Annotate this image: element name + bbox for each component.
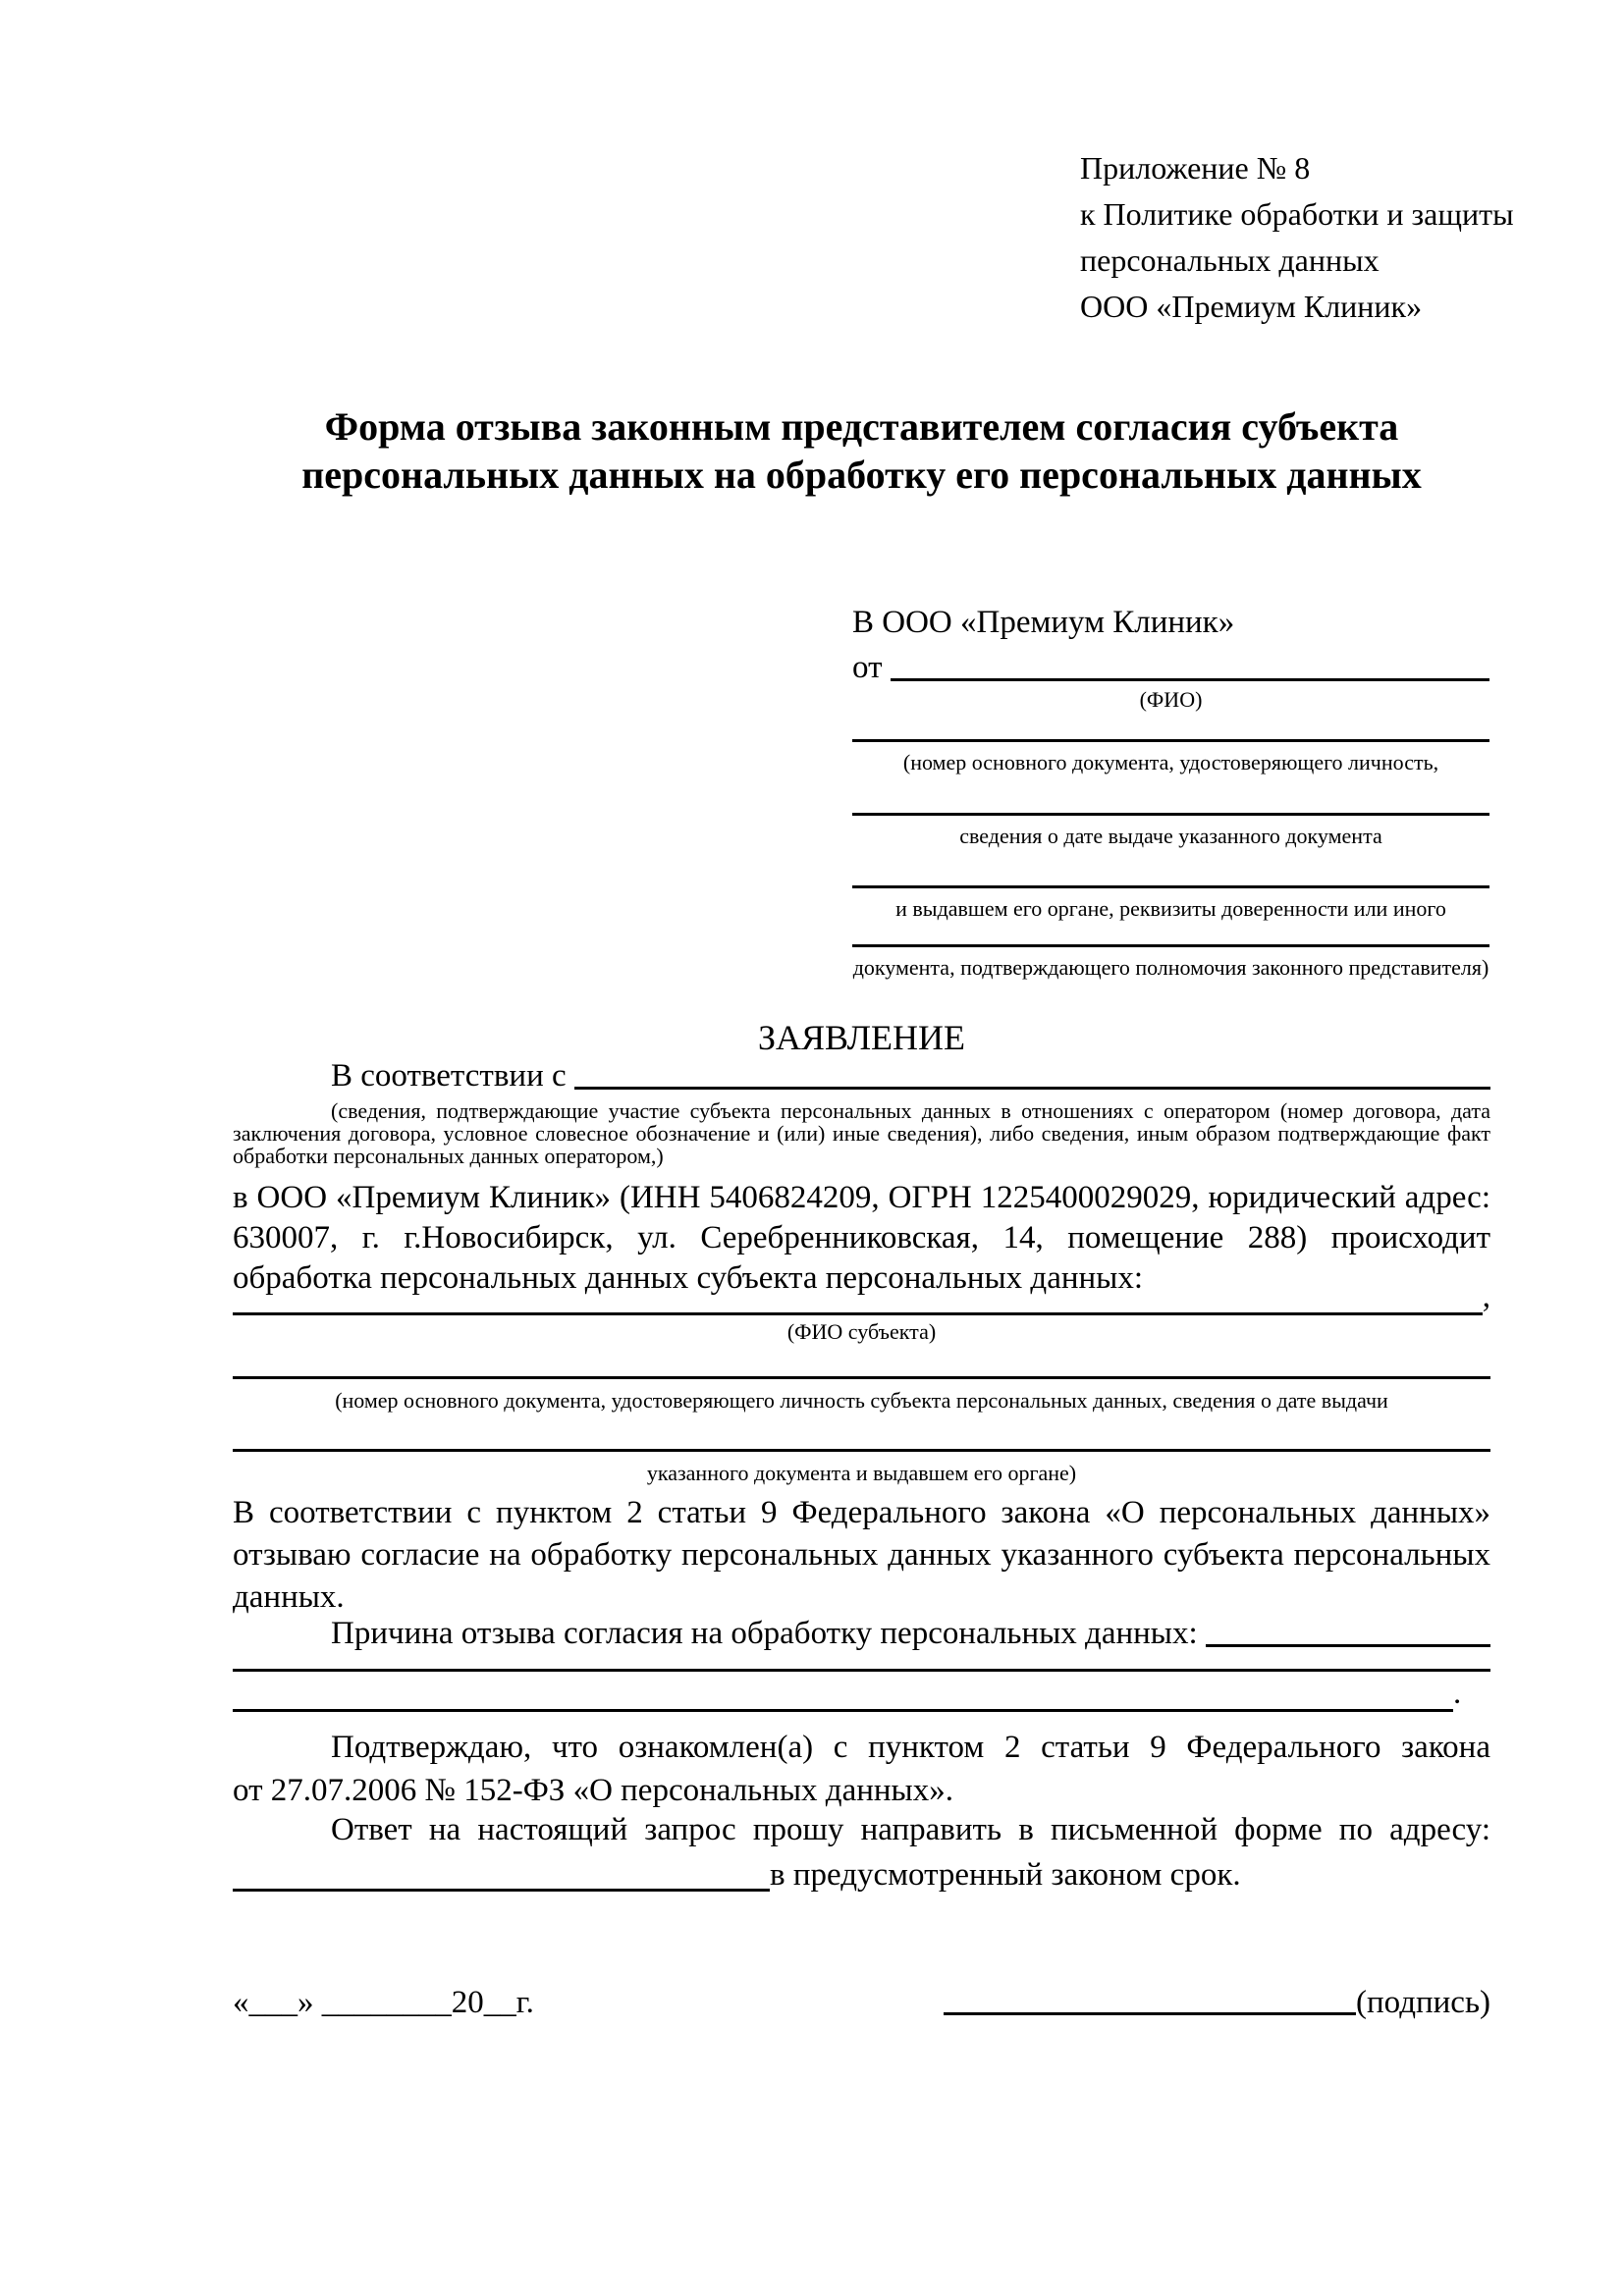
reason-row xyxy=(233,1616,1490,1652)
appendix-line: Приложение № 8 xyxy=(1080,150,1311,186)
withdrawal-paragraph xyxy=(233,1492,1490,1619)
subject-fio-row xyxy=(233,1279,1490,1315)
reply-request: Ответ на настоящий запрос прошу направить в письменной форме по адресу: xyxy=(331,1812,1490,1847)
title-line: Форма отзыва законным представителем согласия субъекта xyxy=(324,404,1399,449)
from-label: от xyxy=(852,650,883,685)
statement-heading: ЗАЯВЛЕНИЕ xyxy=(757,1018,966,1057)
title-line: персональных данных на обработку его персональных данных xyxy=(301,453,1422,497)
reason-write-line xyxy=(1206,1616,1490,1647)
subject-doc-line xyxy=(233,1376,1490,1379)
reply-address-write-line xyxy=(233,1889,770,1892)
intro-note xyxy=(233,1099,1490,1167)
subject-doc-caption: (номер основного документа, удостоверяющего личность субъекта персональных данных, сведения о дате выдачи xyxy=(335,1388,1388,1413)
representative-doc-line xyxy=(852,944,1489,947)
representative-doc-caption: (номер основного документа, удостоверяющего личность, xyxy=(902,750,1439,774)
representative-doc-line xyxy=(852,813,1489,816)
fio-write-line xyxy=(891,650,1490,681)
signature-write-line xyxy=(944,2012,1356,2015)
fio-caption: (ФИО) xyxy=(1139,687,1203,712)
withdrawal-paragraph-line: данных. xyxy=(233,1579,345,1615)
operator-paragraph xyxy=(233,1178,1490,1299)
appendix-line: персональных данных xyxy=(1080,242,1380,278)
confirmation-paragraph xyxy=(233,1726,1490,1812)
subject-fio-caption: (ФИО субъекта) xyxy=(786,1319,937,1344)
confirmation-paragraph-line: от 27.07.2006 № 152-ФЗ «О персональных данных». xyxy=(233,1773,953,1808)
intro-prefix: В соответствии с xyxy=(331,1058,567,1094)
footer-row xyxy=(233,1985,1490,2021)
intro-write-line xyxy=(574,1058,1490,1090)
reply-address-row xyxy=(233,1855,1490,1896)
operator-paragraph-line: обработка персональных данных субъекта персональных данных: xyxy=(233,1260,1143,1296)
document-title xyxy=(233,402,1490,499)
subject-fio-write-line xyxy=(233,1312,1483,1315)
intro-note-line: заключения договора, условное словесное обозначение и (или) иные сведения), либо сведения, иным образом подтверждающие факт xyxy=(233,1121,1490,1146)
reply-suffix: в предусмотренный законом срок. xyxy=(770,1857,1241,1893)
confirmation-paragraph-line: Подтверждаю, что ознакомлен(а) с пунктом 2 статьи 9 Федерального закона xyxy=(331,1730,1490,1765)
appendix-line: к Политике обработки и защиты xyxy=(1080,196,1514,232)
reason-continuation-line xyxy=(233,1669,1490,1672)
appendix-block xyxy=(1080,145,1514,330)
representative-doc-line xyxy=(852,885,1489,888)
representative-doc-line xyxy=(852,739,1489,742)
intro-row xyxy=(233,1058,1490,1095)
subject-fio-comma: , xyxy=(1482,1279,1490,1314)
withdrawal-paragraph-line: В соответствии с пунктом 2 статьи 9 Федерального закона «О персональных данных» xyxy=(233,1495,1490,1530)
operator-paragraph-line: в ООО «Премиум Клиник» (ИНН 5406824209, ОГРН 1225400029029, юридический адрес: xyxy=(233,1180,1490,1215)
signature-caption: (подпись) xyxy=(1356,1985,1490,2020)
representative-doc-caption: и выдавшем его органе, реквизиты доверенности или иного xyxy=(895,896,1446,921)
subject-doc-caption: указанного документа и выдавшем его органе) xyxy=(646,1461,1077,1485)
representative-doc-caption: документа, подтверждающего полномочия законного представителя) xyxy=(852,955,1489,980)
subject-doc-line xyxy=(233,1449,1490,1452)
intro-note-line: обработки персональных данных оператором,) xyxy=(233,1144,664,1168)
from-row xyxy=(852,650,1489,686)
reason-continuation-row xyxy=(233,1676,1490,1712)
operator-paragraph-line: 630007, г. г.Новосибирск, ул. Серебренниковская, 14, помещение 288) происходит xyxy=(233,1220,1490,1255)
reason-continuation-line xyxy=(233,1709,1453,1712)
withdrawal-paragraph-line: отзываю согласие на обработку персональных данных указанного субъекта персональных xyxy=(233,1537,1490,1573)
representative-doc-caption: сведения о дате выдаче указанного документа xyxy=(959,824,1382,848)
reason-prefix: Причина отзыва согласия на обработку персональных данных: xyxy=(331,1616,1198,1651)
date-blank: «___» ________20__г. xyxy=(233,1985,534,2020)
trailing-period: . xyxy=(1453,1676,1462,1711)
addressee-to: В ООО «Премиум Клиник» xyxy=(852,605,1235,640)
intro-note-line: (сведения, подтверждающие участие субъекта персональных данных в отношениях с оператором (номер договора, дата xyxy=(331,1098,1490,1123)
appendix-line: ООО «Премиум Клиник» xyxy=(1080,289,1423,324)
